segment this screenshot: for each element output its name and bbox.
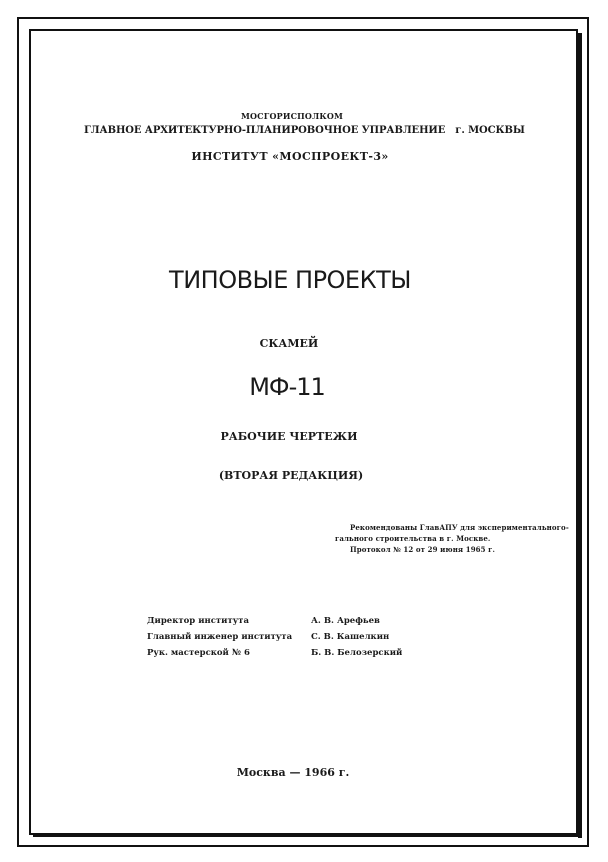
recommendation-line-3: Протокол № 12 от 29 июня 1965 г.	[350, 545, 496, 554]
model-number: МФ-11	[249, 373, 325, 401]
document-subject: СКАМЕЙ	[259, 337, 319, 350]
edition-note: (ВТОРАЯ РЕДАКЦИЯ)	[218, 469, 364, 482]
signature-role: Главный инженер института	[147, 632, 293, 642]
place-and-year: Москва — 1966 г.	[236, 766, 350, 779]
signature-role: Директор института	[147, 616, 249, 626]
signature-name: Б. В. Белозерский	[311, 648, 403, 658]
org-directorate-city: г. МОСКВЫ	[455, 125, 525, 136]
org-mosgorispolkom: МОСГОРИСПОЛКОМ	[240, 111, 344, 121]
recommendation-line-1: Рекомендованы ГлавАПУ для экспериментального-	[350, 523, 569, 532]
document-title: ТИПОВЫЕ ПРОЕКТЫ	[169, 266, 411, 294]
org-directorate	[84, 125, 525, 136]
institute-name: ИНСТИТУТ «МОСПРОЕКТ-3»	[191, 150, 389, 163]
signature-name: С. В. Кашелкин	[311, 632, 390, 642]
document-kind: РАБОЧИЕ ЧЕРТЕЖИ	[220, 430, 358, 443]
signature-role: Рук. мастерской № 6	[147, 648, 250, 658]
frame-shadow-bottom	[33, 833, 582, 837]
signature-name: А. В. Арефьев	[311, 616, 380, 626]
recommendation-line-2: гального строительства в г. Москве.	[335, 534, 491, 543]
org-directorate-name: ГЛАВНОЕ АРХИТЕКТУРНО-ПЛАНИРОВОЧНОЕ УПРАВЛЕНИЕ	[84, 125, 446, 136]
